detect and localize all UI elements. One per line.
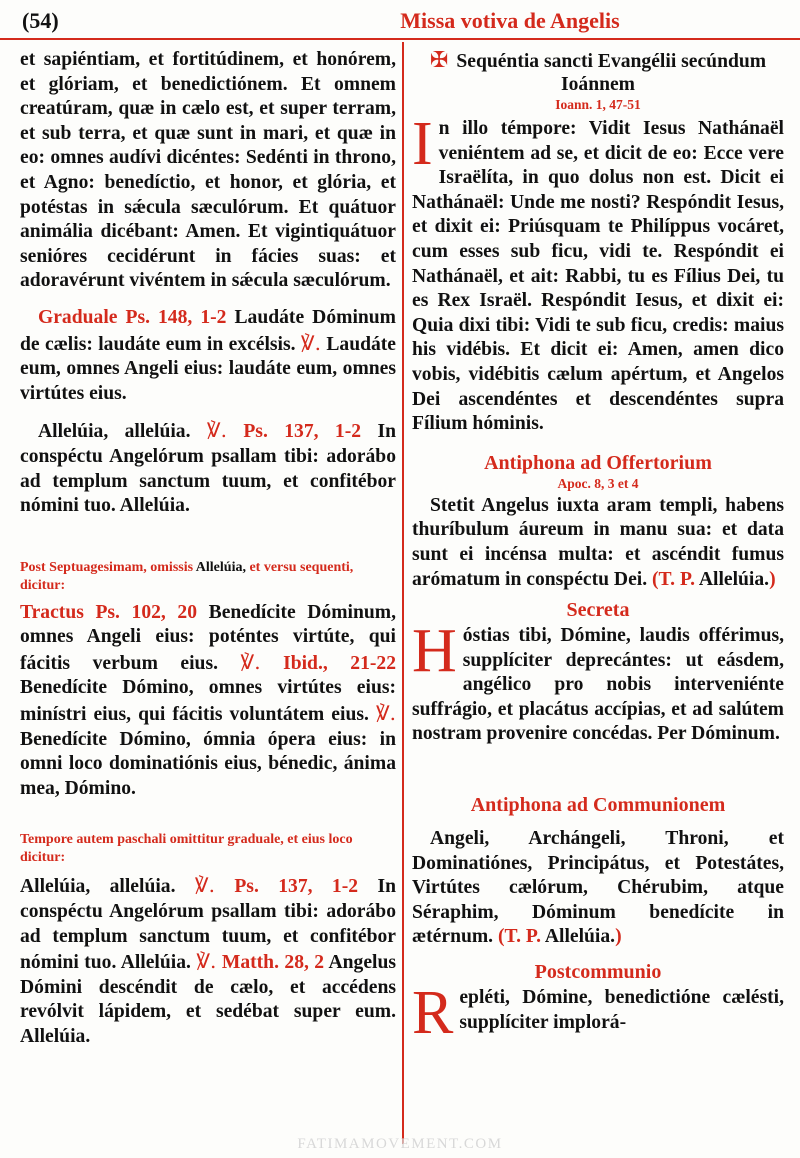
graduale-text-2: Laudáte eum, omnes Angeli eius: laudáte eum, omnes virtútes eius. [20,333,397,404]
versicle-icon: ℣. [196,949,217,974]
septuagesima-rubric [20,559,396,595]
left-column [20,48,396,1050]
rubric-part-b: Allelúia, [195,559,246,575]
paschal-alleluia-ref-1: Ps. 137, 1-2 [234,876,359,898]
communion-text [412,827,784,950]
alleluia-text-b: In conspéctu Angelórum psallam tibi: adorábo ad templum sanctum tuum, et confitébor nómini tuo. Allelúia. [20,421,396,517]
offertory-tp-word: Allelúia. [698,568,770,590]
tractus [20,601,396,802]
postcommunion-body: epléti, Dómine, benedictióne cælésti, supplíciter implorá- [459,987,784,1033]
communion-tp-close: ) [615,926,622,948]
gospel-title: Sequéntia sancti Evangélii secúndum Ioánnem [456,51,767,95]
epistle-continuation: et sapiéntiam, et fortitúdinem, et honórem, et glóriam, et benedictiónem. Et omnem creatúram, quæ in cælo est, et super terram, et sub terra, et quæ sunt in mari, et quæ in eo: omnes audívi dicéntes: Sedénti in throno, et Agno: benedíctio, et honor, et glória, et potéstas in sǽcula sæculórum. Et quátuor animália dicébant: Amen. Et vigintiquátuor senióres cecidérunt in fácies suas: et adoravérunt vivéntem in sǽcula sæculórum. [20,49,396,292]
graduale [20,306,396,406]
offertory-text [412,494,784,592]
communion-body: Angeli, Archángeli, Throni, et Dominatiónes, Principátus, et Potestátes, Virtútes cælórum, Chérubim, atque Séraphim, Dóminum benedícite in ætérnum. [412,828,784,948]
communion-tp-word: Allelúia. [544,926,616,948]
gospel-text [412,110,784,437]
secret-body: óstias tibi, Dómine, laudis offérimus, supplíciter deprecántes: ut eásdem, angélico pro nobis interveniénte suffrágio, et placátus accípias, et ad salútem nostram provenire concédas. Per Dóminum. [412,625,784,745]
rubric-part-c: et versu sequenti, dicitur: [20,559,354,593]
versicle-icon: ℣. [300,330,321,355]
tractus-ref-2: Ibid., 21-22 [283,652,396,674]
column-divider [402,42,404,1144]
gospel-heading [412,48,784,96]
tractus-label: Tractus Ps. 102, 20 [20,601,198,623]
graduale-label: Graduale Ps. 148, 1-2 [38,306,227,328]
communion-tp-open: (T. P. [498,926,542,948]
versicle-icon: ℣. [240,649,261,674]
offertory-tp-close: ) [769,568,776,590]
offertory-tp-open: (T. P. [652,568,696,590]
cross-icon: ✠ [429,47,449,72]
postcommunion-text [412,979,784,1048]
secret-dropcap: H [412,617,457,686]
tractus-text-2: Benedícite Dómino, omnes virtútes eius: minístri eius, qui fácitis voluntátem eius. [20,677,396,726]
paschal-alleluia-ref-2: Matth. 28, 2 [221,952,325,974]
postcommunion-dropcap: R [412,979,454,1048]
communion-heading: Antiphona ad Communionem [470,794,726,817]
paschal-rubric: Tempore autem paschali omittitur graduale, et eius loco dicitur: [20,832,353,866]
gospel-body: n illo témpore: Vidit Iesus Nathánaël veniéntem ad se, et dicit de eo: Ecce vere Israëlíta, in quo dolus non est. Dicit ei Nathánaël: Unde me nosti? Respóndit Iesus, et dixit ei: Priúsquam te Philíppus vocáret, cum esses sub ficu, vidi te. Respóndit ei Nathánaël, et ait: Rabbi, tu es Fílius Dei, tu es Rex Israël. Respóndit Iesus, et dixit ei: Quia dixi tibi: Vidi te sub ficu, credis: maius his vidébis. Et dicit ei: Amen, amen dico vobis, vidébitis cælum apértum, et Angelos Dei ascendéntes et descendéntes supra Fílium hóminis. [412,118,784,435]
graduale-text-1: Laudáte Dóminum de cælis: laudáte eum in excélsis. [20,306,396,355]
paschal-alleluia-text-b: In conspéctu Angelórum psallam tibi: adorábo ad templum sanctum tuum, et confitébor nómini tuo. Allelúia. [20,876,396,974]
secret-heading: Secreta [566,599,630,622]
page-header [0,0,800,40]
offertory-body: Stetit Angelus iuxta aram templi, habens thuríbulum áureum in manu sua: et data sunt ei incénsa multa: et ascéndit fumus arómatum in conspéctu Dei. [412,494,784,590]
gospel-ref: Ioann. 1, 47-51 [555,97,641,112]
versicle-icon: ℣. [206,418,227,443]
rubric-part-a: Post Septuagesimam, omissis [20,559,194,575]
secret-text [412,617,784,747]
running-title: Missa votiva de Angelis [400,8,620,33]
versicle-icon: ℣. [194,873,215,898]
tractus-text-3: Benedícite Dómino, ómnia ópera eius: in omni loco dominatiónis eius, bénedic, ánima mea, Dómino. [20,728,396,799]
tractus-text-1: Benedícite Dóminum, omnes Angeli eius: poténtes virtúte, qui fácitis verbum eius. [20,601,397,674]
watermark: FATIMAMOVEMENT.COM [297,1136,503,1152]
offertory-ref: Apoc. 8, 3 et 4 [557,475,639,491]
gospel-dropcap: I [412,110,433,178]
alleluia-verse [20,418,396,518]
page-number: (54) [22,8,59,33]
offertory-heading: Antiphona ad Offertorium [484,451,712,474]
postcommunion-heading: Postcommunio [534,961,662,984]
paschal-alleluia-text-a: Allelúia, allelúia. [20,876,176,898]
paschal-alleluia [20,873,396,1049]
alleluia-ref: Ps. 137, 1-2 [243,421,362,443]
paschal-alleluia-text-c: Angelus Dómini descéndit de cælo, et accédens revólvit lápidem, et sedébat super eum. Allelúia. [20,952,396,1047]
alleluia-text-a: Allelúia, allelúia. [38,421,191,443]
right-column [412,47,784,1048]
versicle-icon: ℣. [375,701,396,726]
